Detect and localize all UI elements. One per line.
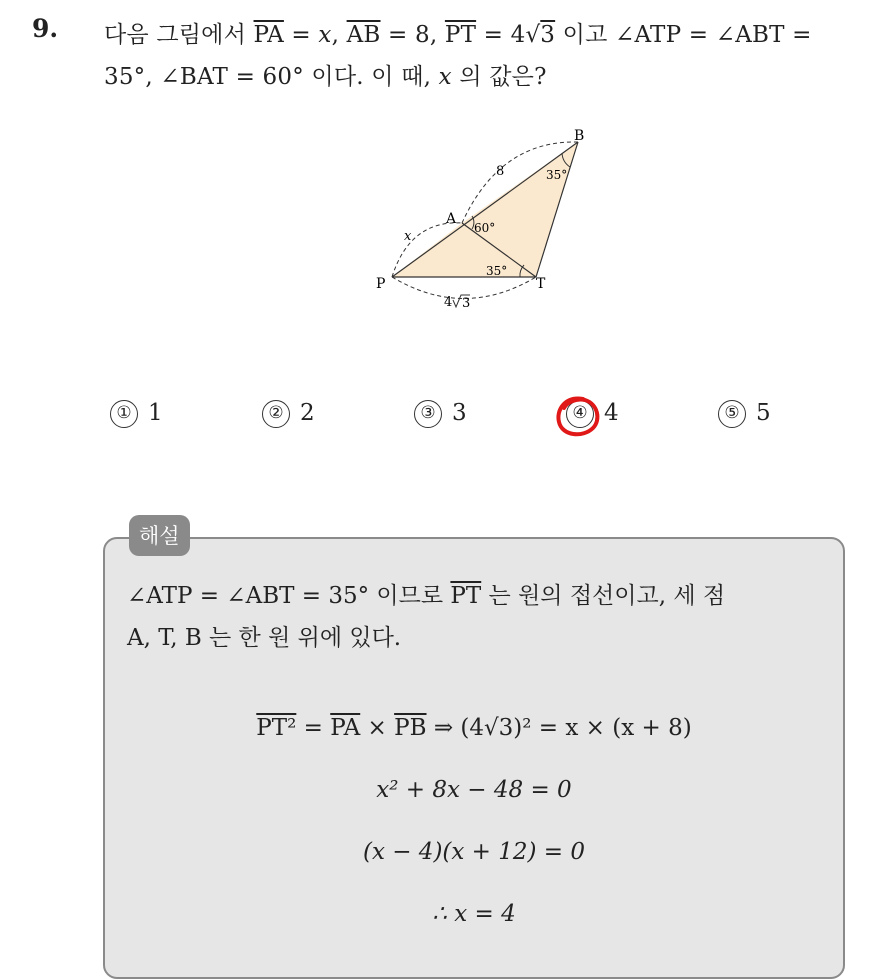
choice-4-number: ④ bbox=[566, 400, 594, 428]
solution-paragraph bbox=[127, 575, 822, 659]
selected-answer-mark bbox=[553, 394, 603, 440]
equation-1 bbox=[105, 715, 843, 741]
segment-pt: $\overline{PT}$ bbox=[450, 583, 482, 609]
question-text: = bbox=[283, 22, 319, 48]
choice-5-number: ⑤ bbox=[718, 400, 746, 428]
choice-3[interactable] bbox=[414, 400, 467, 430]
segment-pt: $\overline{PT}$ bbox=[444, 22, 477, 48]
label-angle-b: 35° bbox=[546, 168, 568, 182]
variable-x: x bbox=[438, 64, 452, 90]
segment-pa: $\overline{PA}$ bbox=[253, 22, 284, 48]
segment-pa: $\overline{PA}$ bbox=[330, 715, 361, 741]
question-text: = 4 bbox=[476, 22, 526, 48]
choice-5-value: 5 bbox=[756, 400, 771, 426]
label-b: B bbox=[574, 128, 585, 144]
choice-2[interactable] bbox=[262, 400, 315, 430]
label-t: T bbox=[536, 276, 546, 292]
label-pt-coef: 4 bbox=[444, 295, 453, 310]
choice-1-number: ① bbox=[110, 400, 138, 428]
choice-4-value: 4 bbox=[604, 400, 619, 426]
question-line-1 bbox=[104, 16, 812, 49]
equation-text: ⇒ (4√3)² = x × (x + 8) bbox=[426, 715, 692, 741]
solution-text: 는 원의 접선이고, 세 점 bbox=[481, 583, 726, 609]
question-text: 이고 ∠ATP = ∠ABT = bbox=[555, 22, 812, 48]
question-number: 9. bbox=[32, 14, 59, 43]
answer-choices bbox=[110, 400, 830, 440]
label-a: A bbox=[446, 211, 457, 227]
segment-pt-squared: PT² bbox=[256, 715, 297, 741]
question-line-2 bbox=[104, 58, 547, 91]
choice-3-value: 3 bbox=[452, 400, 467, 426]
choice-2-value: 2 bbox=[300, 400, 315, 426]
sqrt-argument: 3 bbox=[540, 22, 556, 48]
equation-4: ∴ x = 4 bbox=[432, 901, 516, 927]
label-angle-a: 60° bbox=[474, 221, 496, 235]
segment-pb: $\overline{PB}$ bbox=[394, 715, 427, 741]
equation-3: (x − 4)(x + 12) = 0 bbox=[362, 839, 586, 865]
choice-1-value: 1 bbox=[148, 400, 163, 426]
solution-tag: 해설 bbox=[129, 515, 190, 556]
sqrt-sign: √ bbox=[525, 22, 541, 48]
choice-2-number: ② bbox=[262, 400, 290, 428]
question-text: 의 값은? bbox=[451, 64, 547, 90]
choice-3-number: ③ bbox=[414, 400, 442, 428]
red-circle-mark bbox=[558, 399, 597, 435]
label-p: P bbox=[376, 276, 386, 292]
label-angle-t: 35° bbox=[486, 264, 508, 278]
equation-2: x² + 8x − 48 = 0 bbox=[376, 777, 572, 803]
equation-text: × bbox=[360, 715, 395, 741]
variable-x: x bbox=[318, 22, 332, 48]
solution-text: ∠ATP = ∠ABT = 35° 이므로 bbox=[127, 583, 451, 609]
choice-1[interactable] bbox=[110, 400, 163, 430]
label-pt-radicand: 3 bbox=[462, 296, 471, 311]
question-text: = 8, bbox=[380, 22, 445, 48]
question-text: 다음 그림에서 bbox=[104, 22, 254, 48]
solution-line-1 bbox=[127, 575, 822, 617]
question-text: 35°, ∠BAT = 60° 이다. 이 때, bbox=[104, 64, 439, 90]
solution-box bbox=[103, 537, 845, 979]
choice-5[interactable] bbox=[718, 400, 771, 430]
equation-text: = bbox=[296, 715, 331, 741]
label-x: x bbox=[404, 229, 412, 244]
question-text: , bbox=[331, 22, 347, 48]
solution-line-2: A, T, B 는 한 원 위에 있다. bbox=[127, 625, 402, 651]
segment-ab: $\overline{AB}$ bbox=[346, 22, 381, 48]
label-ab-length: 8 bbox=[496, 164, 505, 179]
geometry-figure bbox=[360, 120, 600, 320]
